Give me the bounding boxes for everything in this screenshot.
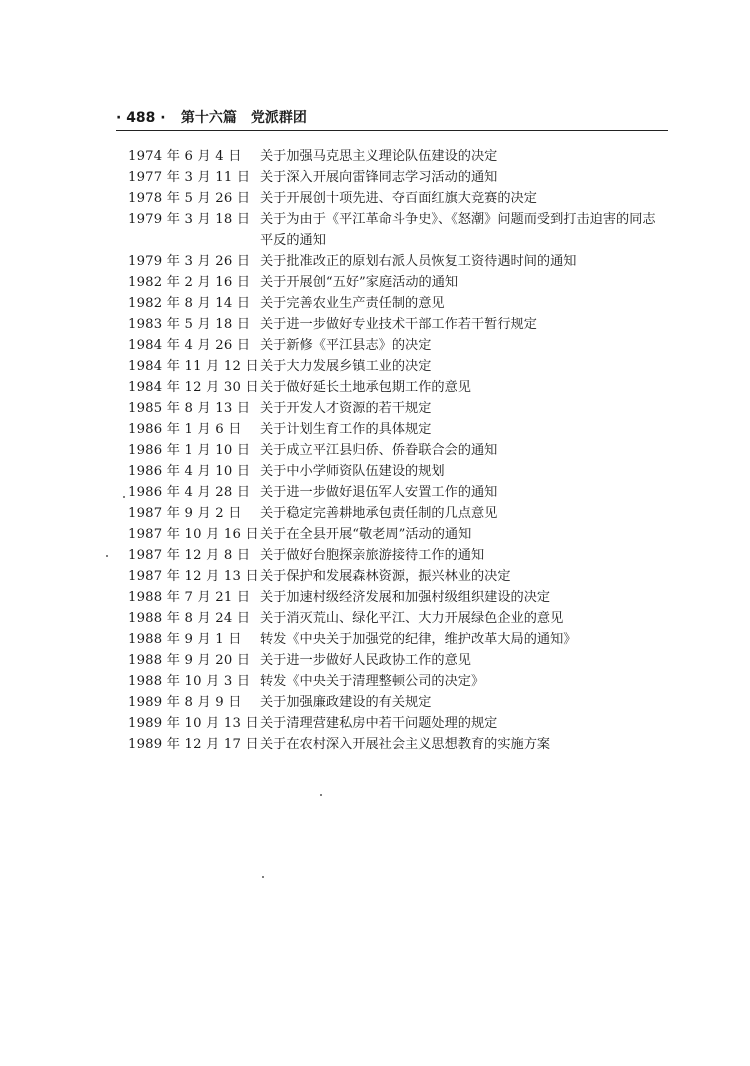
- list-item: [128, 209, 688, 230]
- list-item: [128, 734, 688, 755]
- entry-date: 1987 年 10 月 16 日: [128, 527, 259, 542]
- page-header: [116, 108, 668, 131]
- entry-title: 关于成立平江县归侨、侨眷联合会的通知: [260, 443, 498, 458]
- list-item: [128, 251, 688, 272]
- list-item: [128, 335, 688, 356]
- list-item: [128, 272, 688, 293]
- list-item: [128, 146, 688, 167]
- entry-title: 关于开发人才资源的若干规定: [260, 401, 432, 416]
- entry-title: 关于保护和发展森林资源，振兴林业的决定: [260, 569, 511, 584]
- entry-date: 1974 年 6 月 4 日: [128, 149, 242, 164]
- entry-date: 1978 年 5 月 26 日: [128, 191, 251, 206]
- chapter-title: 第十六篇 党派群团: [180, 110, 307, 126]
- entry-title: 关于进一步做好人民政协工作的意见: [260, 653, 471, 668]
- entry-title: 关于清理营建私房中若干问题处理的规定: [260, 716, 498, 731]
- entry-date: 1986 年 4 月 10 日: [128, 464, 251, 479]
- list-item: [128, 524, 688, 545]
- entry-date: 1988 年 9 月 1 日: [128, 632, 242, 647]
- entry-title: 关于稳定完善耕地承包责任制的几点意见: [260, 506, 498, 521]
- list-item: [128, 608, 688, 629]
- list-item: [128, 566, 688, 587]
- entry-date: 1985 年 8 月 13 日: [128, 401, 251, 416]
- entry-title: 关于开展创十项先进、夺百面红旗大竞赛的决定: [260, 191, 537, 206]
- entry-date: 1979 年 3 月 18 日: [128, 212, 251, 227]
- list-item: [128, 188, 688, 209]
- entry-title: 关于加强廉政建设的有关规定: [260, 695, 432, 710]
- list-item-continuation: [128, 230, 688, 251]
- entry-date: 1987 年 9 月 2 日: [128, 506, 242, 521]
- entry-title: 关于在全县开展“敬老周”活动的通知: [260, 527, 472, 542]
- entry-title: 关于为由于《平江革命斗争史》、《怒潮》问题而受到打击迫害的同志: [260, 212, 656, 227]
- list-item: [128, 356, 688, 377]
- entry-date: 1989 年 8 月 9 日: [128, 695, 242, 710]
- list-item: [128, 167, 688, 188]
- document-list: [128, 146, 688, 755]
- entry-date: 1988 年 7 月 21 日: [128, 590, 251, 605]
- entry-title: 关于在农村深入开展社会主义思想教育的实施方案: [260, 737, 551, 752]
- list-item: [128, 293, 688, 314]
- entry-date: 1979 年 3 月 26 日: [128, 254, 251, 269]
- entry-title: 关于中小学师资队伍建设的规划: [260, 464, 445, 479]
- entry-date: 1984 年 4 月 26 日: [128, 338, 251, 353]
- list-item: [128, 629, 688, 650]
- scan-speck: [106, 555, 108, 557]
- entry-title: 关于做好延长土地承包期工作的意见: [260, 380, 471, 395]
- list-item: [128, 314, 688, 335]
- entry-title: 关于进一步做好专业技术干部工作若干暂行规定: [260, 317, 537, 332]
- list-item: [128, 461, 688, 482]
- scan-speck: [123, 496, 125, 498]
- entry-title: 关于开展创“五好”家庭活动的通知: [260, 275, 459, 290]
- entry-date: 1986 年 1 月 10 日: [128, 443, 251, 458]
- page-number: · 488 ·: [116, 110, 166, 126]
- entry-title: 关于加速村级经济发展和加强村级组织建设的决定: [260, 590, 551, 605]
- entry-date: 1988 年 10 月 3 日: [128, 674, 251, 689]
- entry-title: 关于新修《平江县志》的决定: [260, 338, 432, 353]
- scan-speck: [320, 794, 322, 796]
- list-item: [128, 545, 688, 566]
- entry-title: 关于完善农业生产责任制的意见: [260, 296, 445, 311]
- entry-date: 1984 年 11 月 12 日: [128, 359, 259, 374]
- list-item: [128, 650, 688, 671]
- entry-title: 关于深入开展向雷锋同志学习活动的通知: [260, 170, 498, 185]
- list-item: [128, 482, 688, 503]
- entry-title: 关于批准改正的原划右派人员恢复工资待遇时间的通知: [260, 254, 577, 269]
- entry-title: 关于大力发展乡镇工业的决定: [260, 359, 432, 374]
- entry-title: 关于加强马克思主义理论队伍建设的决定: [260, 149, 498, 164]
- entry-title: 转发《中央关于加强党的纪律，维护改革大局的通知》: [260, 632, 577, 647]
- list-item: [128, 419, 688, 440]
- entry-date: 1984 年 12 月 30 日: [128, 380, 259, 395]
- entry-date: 1987 年 12 月 13 日: [128, 569, 259, 584]
- list-item: [128, 377, 688, 398]
- entry-title: 关于做好台胞探亲旅游接待工作的通知: [260, 548, 485, 563]
- entry-date: 1977 年 3 月 11 日: [128, 170, 251, 185]
- entry-title-continuation: 平反的通知: [260, 233, 326, 248]
- list-item: [128, 713, 688, 734]
- list-item: [128, 398, 688, 419]
- entry-title: 关于计划生育工作的具体规定: [260, 422, 432, 437]
- entry-date: 1983 年 5 月 18 日: [128, 317, 251, 332]
- list-item: [128, 671, 688, 692]
- entry-date: 1989 年 10 月 13 日: [128, 716, 259, 731]
- list-item: [128, 440, 688, 461]
- entry-date: 1987 年 12 月 8 日: [128, 548, 251, 563]
- entry-date: 1986 年 1 月 6 日: [128, 422, 242, 437]
- entry-date: 1988 年 9 月 20 日: [128, 653, 251, 668]
- entry-date: 1982 年 8 月 14 日: [128, 296, 251, 311]
- entry-title: 关于进一步做好退伍军人安置工作的通知: [260, 485, 498, 500]
- entry-date: 1989 年 12 月 17 日: [128, 737, 259, 752]
- list-item: [128, 692, 688, 713]
- entry-title: 关于消灭荒山、绿化平江、大力开展绿色企业的意见: [260, 611, 564, 626]
- entry-date: 1988 年 8 月 24 日: [128, 611, 251, 626]
- scan-speck: [262, 876, 264, 878]
- list-item: [128, 587, 688, 608]
- entry-date: 1986 年 4 月 28 日: [128, 485, 251, 500]
- entry-date: 1982 年 2 月 16 日: [128, 275, 251, 290]
- list-item: [128, 503, 688, 524]
- entry-title: 转发《中央关于清理整顿公司的决定》: [260, 674, 485, 689]
